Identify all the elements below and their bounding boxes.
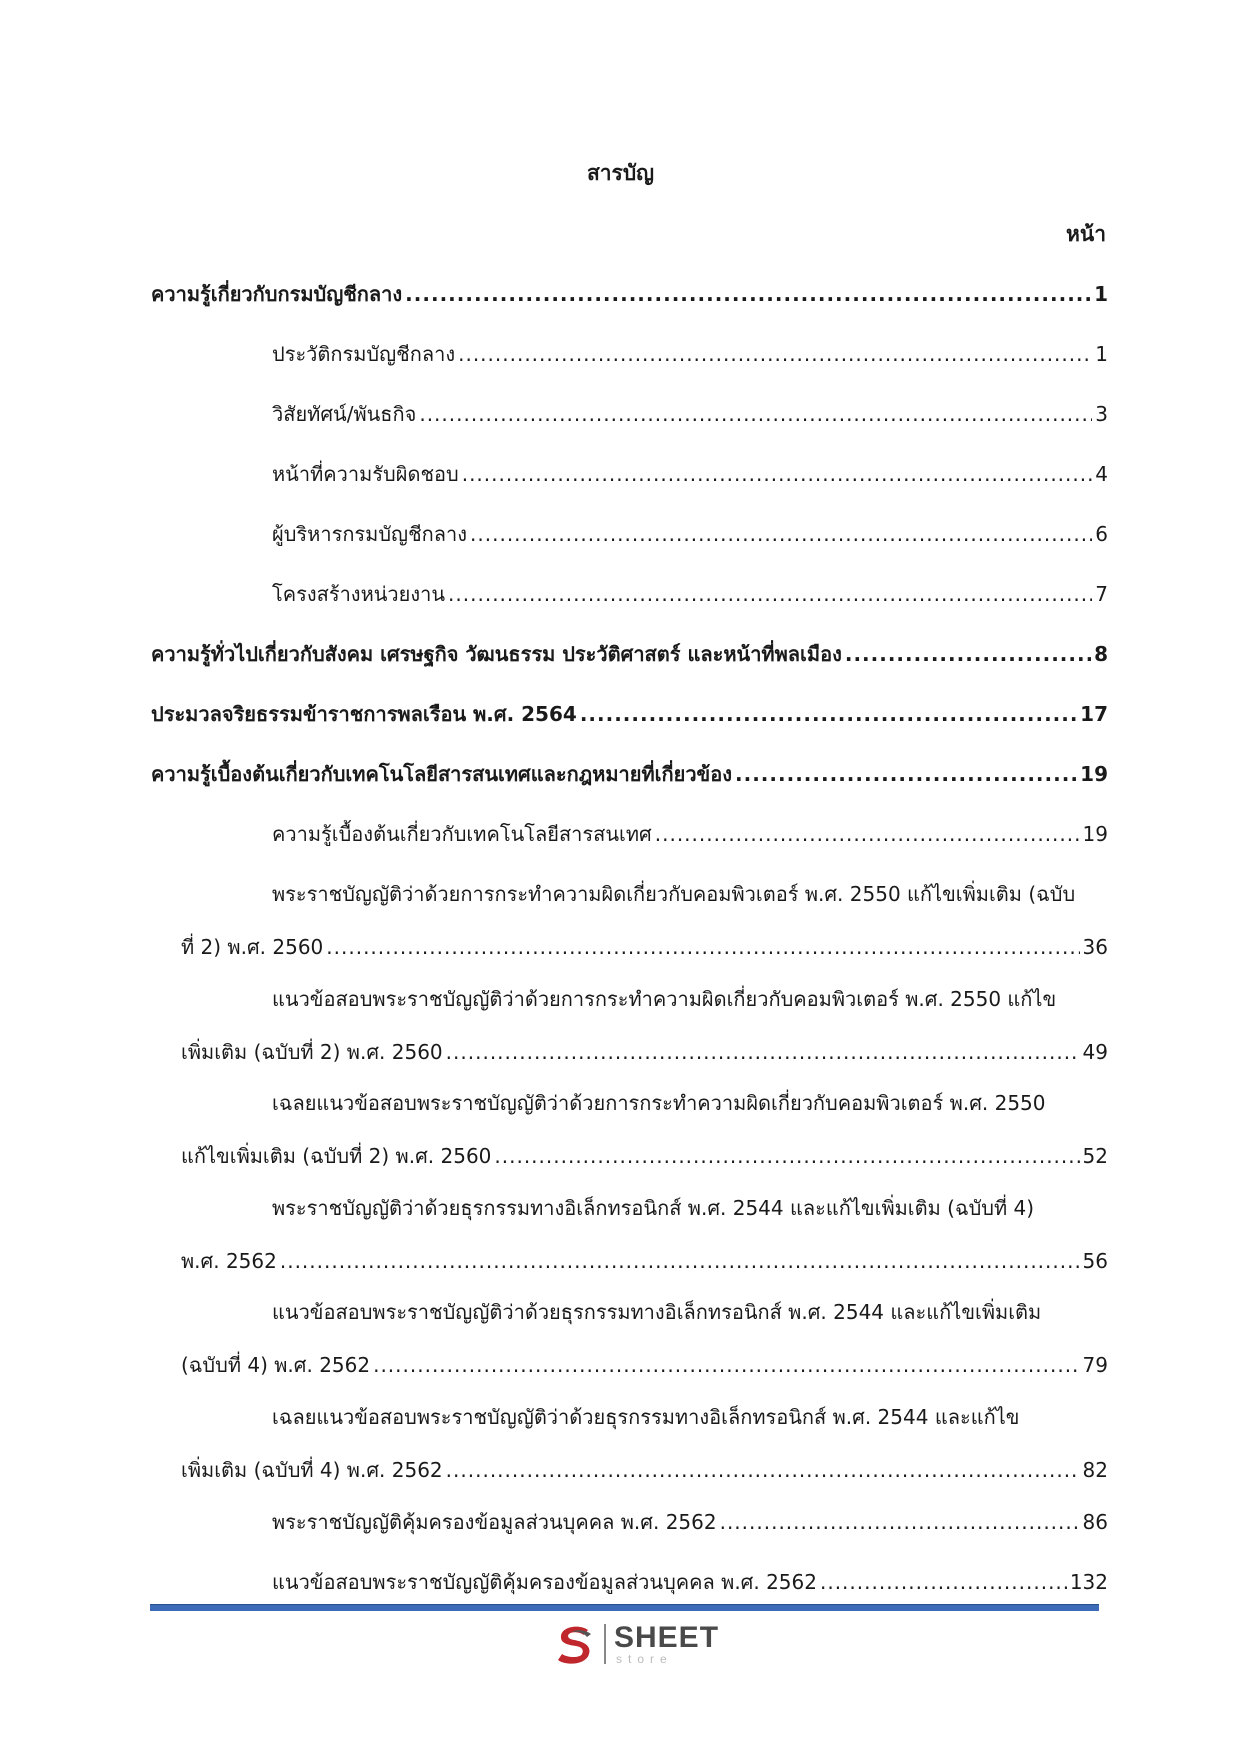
toc-page-number: 19	[1082, 822, 1108, 846]
toc-leader-dots	[820, 1568, 1067, 1596]
toc-leader-dots	[446, 1456, 1080, 1484]
toc-leader-dots	[419, 400, 1092, 428]
toc-entry[interactable]	[272, 1568, 1108, 1596]
toc-leader-dots	[448, 580, 1092, 608]
toc-entry-label: ประวัติกรมบัญชีกลาง	[272, 342, 456, 366]
toc-page-number: 56	[1082, 1249, 1108, 1273]
toc-entry-label: ความรู้ทั่วไปเกี่ยวกับสังคม เศรษฐกิจ วัฒนธรรม ประวัติศาสตร์ และหน้าที่พลเมือง	[151, 642, 842, 666]
toc-entry[interactable]	[181, 1403, 1108, 1484]
toc-page-number: 8	[1094, 642, 1108, 666]
toc-entry-label-line1: เฉลยแนวข้อสอบพระราชบัญญัติว่าด้วยการกระทำความผิดเกี่ยวกับคอมพิวเตอร์ พ.ศ. 2550	[272, 1091, 1046, 1115]
toc-leader-dots	[326, 933, 1079, 961]
toc-entry-label: ประมวลจริยธรรมข้าราชการพลเรือน พ.ศ. 2564	[151, 702, 577, 726]
toc-page-number: 7	[1095, 582, 1108, 606]
toc-entry[interactable]	[181, 880, 1108, 961]
toc-leader-dots	[405, 280, 1091, 308]
toc-entry-line2	[181, 1247, 1108, 1275]
toc-page-number: 82	[1082, 1458, 1108, 1482]
toc-entry-label: ความรู้เบื้องต้นเกี่ยวกับเทคโนโลยีสารสนเทศ	[272, 822, 652, 846]
toc-entry[interactable]	[151, 700, 1108, 728]
toc-entry-label: โครงสร้างหน่วยงาน	[272, 582, 446, 606]
toc-leader-dots	[446, 1038, 1080, 1066]
toc-entry-label-line1: พระราชบัญญัติว่าด้วยการกระทำความผิดเกี่ยวกับคอมพิวเตอร์ พ.ศ. 2550 แก้ไขเพิ่มเติม (ฉบับ	[272, 882, 1076, 906]
toc-entry-label: แนวข้อสอบพระราชบัญญัติคุ้มครองข้อมูลส่วนบุคคล พ.ศ. 2562	[272, 1570, 817, 1594]
toc-leader-dots	[373, 1351, 1079, 1379]
toc-page-number: 86	[1082, 1510, 1108, 1534]
toc-entry-line2	[181, 1456, 1108, 1484]
toc-entry[interactable]	[272, 820, 1108, 848]
toc-entry-label: วิสัยทัศน์/พันธกิจ	[272, 402, 417, 426]
toc-leader-dots	[580, 700, 1077, 728]
toc-leader-dots	[470, 520, 1092, 548]
toc-leader-dots	[462, 460, 1093, 488]
toc-entry-label-line1: แนวข้อสอบพระราชบัญญัติว่าด้วยการกระทำความผิดเกี่ยวกับคอมพิวเตอร์ พ.ศ. 2550 แก้ไข	[272, 987, 1057, 1011]
toc-entry-label-line2: ที่ 2) พ.ศ. 2560	[181, 935, 324, 959]
toc-leader-dots	[458, 340, 1092, 368]
toc-leader-dots	[720, 1508, 1080, 1536]
toc-entry[interactable]	[272, 520, 1108, 548]
toc-entry[interactable]	[151, 640, 1108, 668]
page-title: สารบัญ	[586, 161, 655, 185]
toc-entry[interactable]	[151, 280, 1108, 308]
toc-entry-label-line1: แนวข้อสอบพระราชบัญญัติว่าด้วยธุรกรรมทางอิเล็กทรอนิกส์ พ.ศ. 2544 และแก้ไขเพิ่มเติม	[272, 1300, 1042, 1324]
toc-page-number: 1	[1094, 282, 1108, 306]
logo-name: SHEET	[614, 1621, 720, 1654]
toc-entry[interactable]	[272, 460, 1108, 488]
footer-logo	[552, 1622, 719, 1666]
toc-entry[interactable]	[272, 580, 1108, 608]
toc-entry-label-line1: เฉลยแนวข้อสอบพระราชบัญญัติว่าด้วยธุรกรรมทางอิเล็กทรอนิกส์ พ.ศ. 2544 และแก้ไข	[272, 1405, 1020, 1429]
toc-page-number: 4	[1095, 462, 1108, 486]
toc-page-number: 17	[1080, 702, 1108, 726]
toc-page-number: 19	[1080, 762, 1108, 786]
logo-divider	[604, 1624, 606, 1664]
toc-page-number: 1	[1095, 342, 1108, 366]
toc-entry[interactable]	[272, 400, 1108, 428]
toc-page-number: 36	[1082, 935, 1108, 959]
logo-subtitle: store	[616, 1652, 673, 1666]
toc-entry-line2	[181, 1142, 1108, 1170]
toc-page-number: 132	[1069, 1570, 1108, 1594]
toc-page-number: 79	[1082, 1353, 1108, 1377]
toc-page-number: 6	[1095, 522, 1108, 546]
toc-entry-label: ความรู้เบื้องต้นเกี่ยวกับเทคโนโลยีสารสนเทศและกฎหมายที่เกี่ยวข้อง	[151, 762, 733, 786]
toc-entry-label: ผู้บริหารกรมบัญชีกลาง	[272, 522, 468, 546]
toc-entry-label: หน้าที่ความรับผิดชอบ	[272, 462, 459, 486]
toc-entry[interactable]	[181, 985, 1108, 1066]
toc-entry-line2	[181, 1038, 1108, 1066]
sheet-store-logo-icon	[552, 1622, 596, 1666]
toc-leader-dots	[845, 640, 1091, 668]
toc-leader-dots	[735, 760, 1077, 788]
toc-entry-label-line2: (ฉบับที่ 4) พ.ศ. 2562	[181, 1353, 371, 1377]
toc-entry-label-line1: พระราชบัญญัติว่าด้วยธุรกรรมทางอิเล็กทรอนิกส์ พ.ศ. 2544 และแก้ไขเพิ่มเติม (ฉบับที่ 4)	[272, 1196, 1035, 1220]
toc-page-number: 49	[1082, 1040, 1108, 1064]
toc-entry[interactable]	[181, 1194, 1108, 1275]
logo-text	[614, 1623, 719, 1665]
toc-entry-label-line2: แก้ไขเพิ่มเติม (ฉบับที่ 2) พ.ศ. 2560	[181, 1144, 492, 1168]
toc-entry-label-line2: พ.ศ. 2562	[181, 1249, 277, 1273]
toc-entry[interactable]	[272, 1508, 1108, 1536]
toc-entry-label-line2: เพิ่มเติม (ฉบับที่ 2) พ.ศ. 2560	[181, 1040, 443, 1064]
toc-entry-label-line2: เพิ่มเติม (ฉบับที่ 4) พ.ศ. 2562	[181, 1458, 443, 1482]
footer-rule	[150, 1604, 1099, 1611]
toc-entry[interactable]	[181, 1089, 1108, 1170]
toc-entry-label: พระราชบัญญัติคุ้มครองข้อมูลส่วนบุคคล พ.ศ. 2562	[272, 1510, 717, 1534]
toc-entry[interactable]	[181, 1298, 1108, 1379]
toc-entry-line2	[181, 933, 1108, 961]
toc-leader-dots	[280, 1247, 1080, 1275]
toc-leader-dots	[655, 820, 1080, 848]
toc-entry-label: ความรู้เกี่ยวกับกรมบัญชีกลาง	[151, 282, 403, 306]
toc-entry[interactable]	[272, 340, 1108, 368]
toc-page-number: 52	[1082, 1144, 1108, 1168]
page-column-header: หน้า	[1066, 222, 1106, 246]
toc-entry-line2	[181, 1351, 1108, 1379]
toc-entry[interactable]	[151, 760, 1108, 788]
toc-leader-dots	[494, 1142, 1079, 1170]
toc-page-number: 3	[1095, 402, 1108, 426]
